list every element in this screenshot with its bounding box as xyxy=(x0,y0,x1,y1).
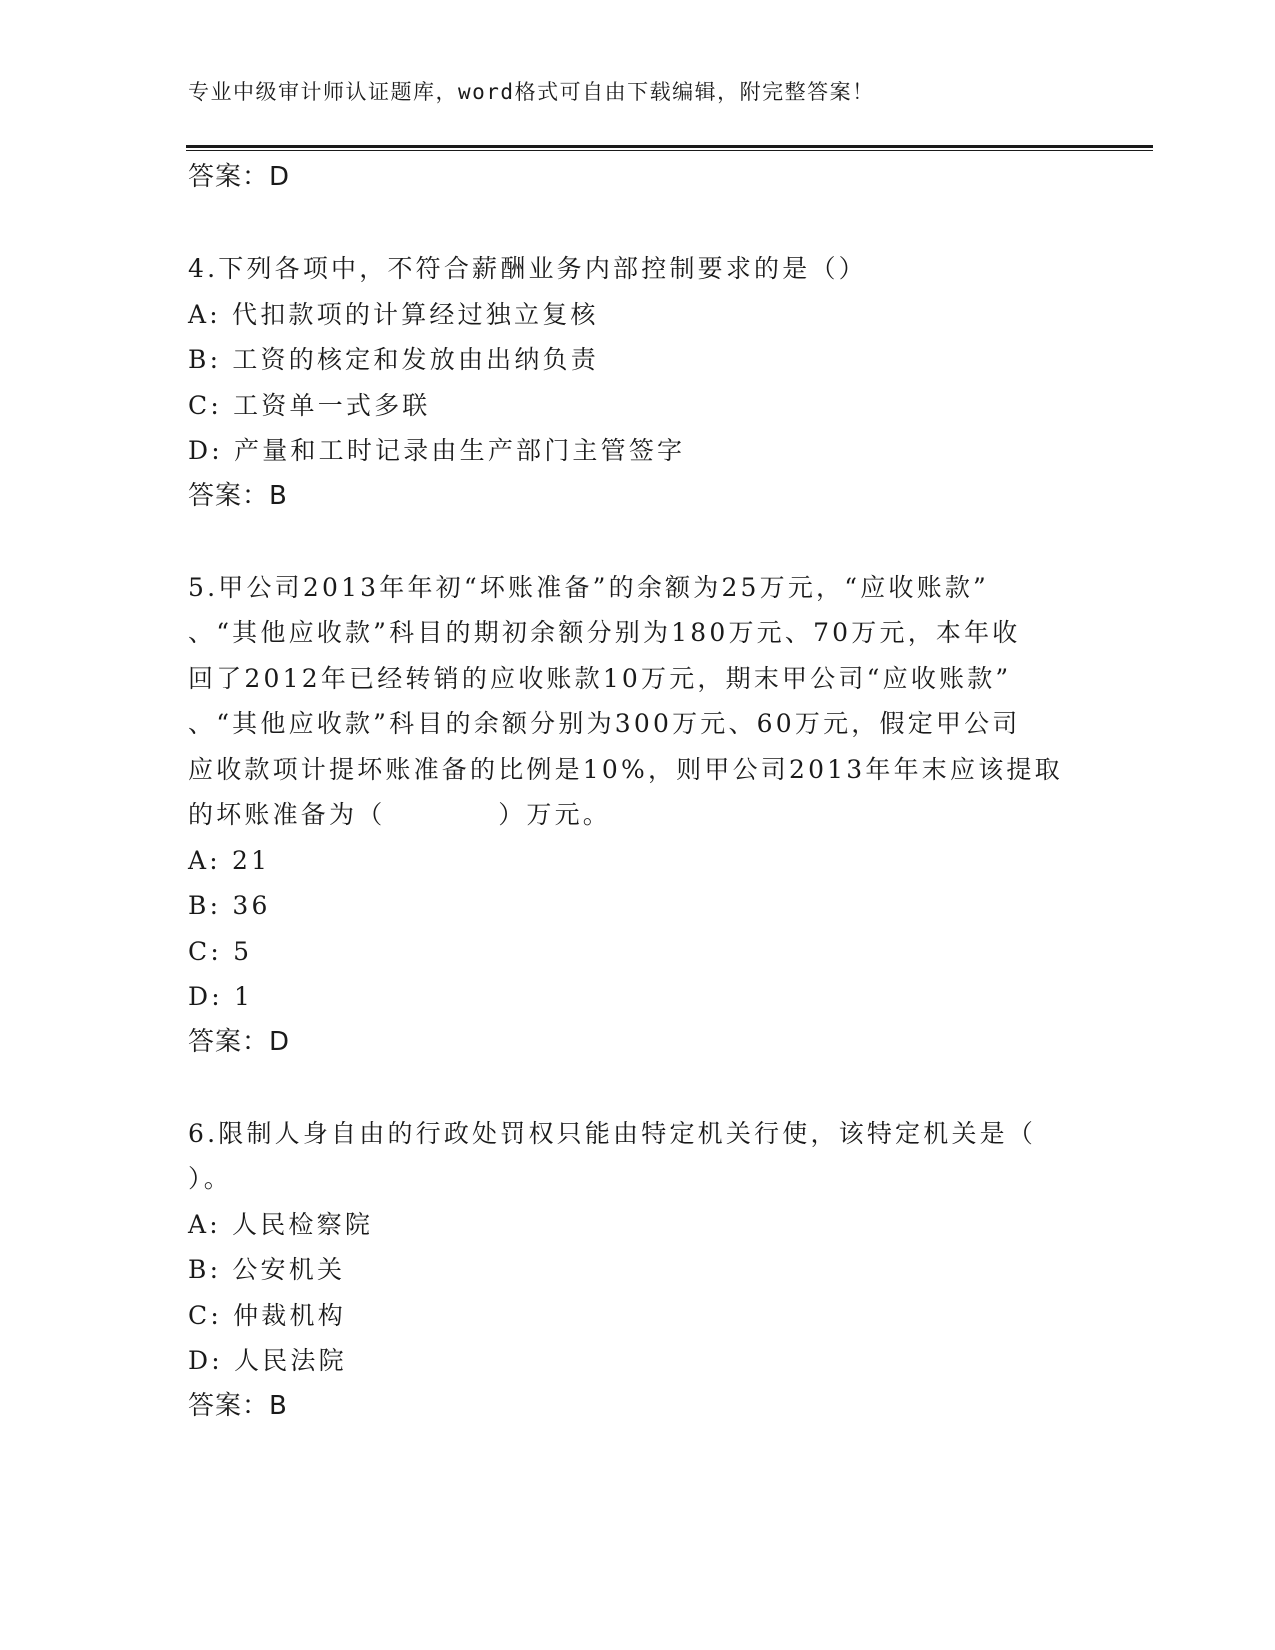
spacer xyxy=(188,1065,1088,1111)
question-stem-line: 5.甲公司2013年年初“坏账准备”的余额为25万元，“应收账款” xyxy=(188,572,990,602)
option-b: B: 公安机关 xyxy=(188,1255,346,1284)
option-d: D: 1 xyxy=(188,982,254,1011)
question-stem-line: 回了2012年已经转销的应收账款10万元，期末甲公司“应收账款” xyxy=(188,663,1012,693)
answer: 答案：B xyxy=(188,1390,288,1421)
question-stem-line: ）。 xyxy=(188,1164,232,1193)
spacer xyxy=(188,519,1088,565)
answer: 答案：B xyxy=(188,480,288,511)
prev-answer: 答案：D xyxy=(188,162,291,192)
option-b: B: 工资的核定和发放由出纳负责 xyxy=(188,345,599,374)
question-stem-line: 6.限制人身自由的行政处罚权只能由特定机关行使，该特定机关是（ xyxy=(188,1118,1037,1148)
question-stem-line: 、“其他应收款”科目的期初余额分别为180万元、70万元，本年收 xyxy=(188,618,1021,647)
question-stem-line: 4.下列各项中，不符合薪酬业务内部控制要求的是（） xyxy=(188,254,867,283)
option-a: A: 人民检察院 xyxy=(188,1209,374,1239)
page-header: 专业中级审计师认证题库，word格式可自由下载编辑，附完整答案！ xyxy=(188,80,875,104)
option-c: C: 仲裁机构 xyxy=(188,1300,346,1330)
option-c: C: 5 xyxy=(188,936,253,966)
question-stem-line: 的坏账准备为（ ）万元。 xyxy=(188,800,612,829)
spacer xyxy=(188,201,1088,247)
option-a: A: 21 xyxy=(188,845,271,875)
question-stem-line: 、“其他应收款”科目的余额分别为300万元、60万元，假定甲公司 xyxy=(188,709,1021,738)
question-4 xyxy=(188,246,1088,519)
option-a: A: 代扣款项的计算经过独立复核 xyxy=(188,299,599,329)
question-5 xyxy=(188,565,1088,1066)
header-rule-thick xyxy=(186,145,1153,148)
option-c: C: 工资单一式多联 xyxy=(188,390,431,420)
document-body xyxy=(188,155,1088,1429)
answer: 答案：D xyxy=(188,1026,291,1057)
option-d: D: 产量和工时记录由生产部门主管签字 xyxy=(188,436,686,465)
option-d: D: 人民法院 xyxy=(188,1346,347,1375)
question-stem-line: 应收款项计提坏账准备的比例是10%，则甲公司2013年年末应该提取 xyxy=(188,754,1063,784)
header-rule-thin xyxy=(186,150,1153,151)
option-b: B: 36 xyxy=(188,891,271,920)
question-6 xyxy=(188,1111,1088,1430)
